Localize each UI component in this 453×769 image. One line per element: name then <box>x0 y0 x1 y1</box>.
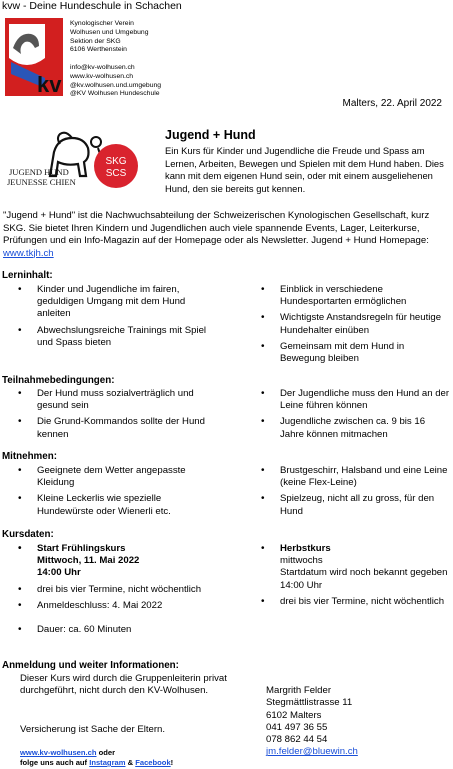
list-item: • Spielzeug, nicht all zu gross, für den Hund <box>255 493 450 517</box>
club-line: 6106 Werthenstein <box>70 46 127 54</box>
anmeldung-heading: Anmeldung und weiter Informationen: <box>2 660 179 671</box>
club-email[interactable]: info@kv-wolhusen.ch <box>70 63 135 71</box>
footer <box>20 748 173 768</box>
badge-scs: SCS <box>105 168 127 179</box>
club-line: Sektion der SKG <box>70 37 121 45</box>
list-item: • Brustgeschirr, Halsband und eine Leine (keine Flex-Leine) <box>255 465 450 489</box>
autumn-course-item <box>255 543 450 592</box>
teilnahme-left-list <box>12 388 212 445</box>
kursdaten-heading: Kursdaten: <box>2 529 54 540</box>
contact-phone: 041 497 36 55 <box>266 721 328 733</box>
contact-email-link[interactable]: jm.felder@bluewin.ch <box>266 746 358 758</box>
list-item: • drei bis vier Termine, nicht wöchentlich <box>255 596 450 608</box>
club-instagram[interactable]: @kv.wolhusen.und.umgebung <box>70 81 162 89</box>
autumn-course-list <box>255 543 450 612</box>
mitnehmen-left-list <box>12 465 217 522</box>
club-info <box>70 20 161 99</box>
logo-text: kv <box>37 72 62 96</box>
spring-course-date: Mittwoch, 11. Mai 2022 <box>37 555 140 567</box>
club-line: Kynologischer Verein <box>70 20 134 27</box>
list-item: • Kleine Leckerlis wie spezielle Hundewürste oder Wienerli etc. <box>12 493 217 517</box>
contact-name: Margrith Felder <box>266 685 332 696</box>
contact-block <box>266 685 358 759</box>
autumn-line: 14:00 Uhr <box>280 579 323 591</box>
lerninhalt-right-list <box>255 284 450 369</box>
footer-oder: oder <box>96 748 116 757</box>
contact-street: Stegmättlistrasse 11 <box>266 697 353 709</box>
intro-paragraph <box>3 210 448 260</box>
teilnahme-right-list <box>255 388 450 445</box>
list-item: • Der Jugendliche muss den Hund an der Leine führen können <box>255 388 450 412</box>
list-item: • Dauer: ca. 60 Minuten <box>12 624 217 636</box>
list-item: • drei bis vier Termine, nicht wöchentlich <box>12 584 217 596</box>
badge-skg: SKG <box>105 156 127 167</box>
list-item: • Geeignete dem Wetter angepasste Kleidung <box>12 465 217 489</box>
mitnehmen-heading: Mitnehmen: <box>2 451 57 462</box>
facebook-link[interactable]: Facebook <box>135 758 171 767</box>
autumn-course-title: • Herbstkurs <box>280 543 331 554</box>
club-website[interactable]: www.kv-wolhusen.ch <box>70 72 134 80</box>
anmeldung-text: Dieser Kurs wird durch die Gruppenleiterin privat durchgeführt, nicht durch den KV-Wolhusen. <box>20 673 227 697</box>
list-item: • Kinder und Jugendliche im fairen, geduldigen Umgang mit dem Hund anleiten <box>12 284 217 321</box>
logo-jeunesse-chien: JEUNESSE CHIEN <box>7 177 76 187</box>
club-facebook[interactable]: @KV Wolhusen Hundeschule <box>70 90 160 98</box>
section-heading: Jugend + Hund <box>165 128 256 142</box>
list-item: • Gemeinsam mit dem Hund in Bewegung bleiben <box>255 341 450 365</box>
document-title: kvw - Deine Hundeschule in Schachen <box>2 0 182 12</box>
spring-course-title: • Start Frühlingskurs <box>37 543 126 554</box>
course-description: Ein Kurs für Kinder und Jugendliche die Freude und Spass am Lernen, Arbeiten, Bewegen und Spielen mit dem Hund haben. Dies kann mit dem eigenen Hund sein, oder mit einem ausgeliehenen Hund, den sie bereits gut kennen. <box>165 145 444 194</box>
list-item: • Einblick in verschiedene Hundesportarten ermöglichen <box>255 284 450 308</box>
list-item: • Der Hund muss sozialverträglich und gesund sein <box>12 388 212 412</box>
list-item: • Jugendliche zwischen ca. 9 bis 16 Jahre können mitmachen <box>255 416 450 440</box>
lerninhalt-left-list <box>12 284 217 353</box>
spring-course-list <box>12 543 217 640</box>
club-line: Wolhusen und Umgebung <box>70 28 149 36</box>
footer-website-link[interactable]: www.kv-wolhusen.ch <box>20 748 97 757</box>
list-item: • Wichtigste Anstandsregeln für heutige Hundehalter einüben <box>255 312 450 336</box>
tkjh-link[interactable]: www.tkjh.ch <box>3 247 54 259</box>
footer-bang: ! <box>170 758 174 767</box>
intro-text: "Jugend + Hund" ist die Nachwuchsabteilung der Schweizerischen Kynologischen Gesellschaft, kurz SKG. Sie bietet Ihren Kindern und Jugendlichen auch viele spannende Events, Lager, Leiterkurse, Prüfungen und ein Info-Magazin auf der Homepage oder als Newsletter. Jugend + Hund Homepage: <box>3 210 430 246</box>
mitnehmen-right-list <box>255 465 450 522</box>
logo-jugend-hund: JUGEND HUND <box>9 167 69 177</box>
instagram-link[interactable]: Instagram <box>89 758 126 767</box>
spring-course-item <box>12 543 217 580</box>
autumn-line: Startdatum wird noch bekannt gegeben <box>280 567 448 579</box>
contact-mobile: 078 862 44 54 <box>266 734 328 746</box>
list-item: • Abwechslungsreiche Trainings mit Spiel und Spass bieten <box>12 325 217 349</box>
jugend-hund-logo <box>6 124 158 194</box>
list-item: • Die Grund-Kommandos sollte der Hund kennen <box>12 416 212 440</box>
contact-city: 6102 Malters <box>266 709 322 721</box>
footer-amp: & <box>125 758 136 767</box>
autumn-line: mittwochs <box>280 555 323 567</box>
letter-date: Malters, 22. April 2022 <box>342 98 442 109</box>
lerninhalt-heading: Lerninhalt: <box>2 270 53 281</box>
spring-course-time: 14:00 Uhr <box>37 567 81 579</box>
list-item: • Anmeldeschluss: 4. Mai 2022 <box>12 600 217 612</box>
insurance-note: Versicherung ist Sache der Eltern. <box>20 724 166 735</box>
teilnahme-heading: Teilnahmebedingungen: <box>2 375 115 386</box>
footer-follow-text: folge uns auch auf <box>20 758 90 767</box>
club-logo <box>5 18 63 96</box>
